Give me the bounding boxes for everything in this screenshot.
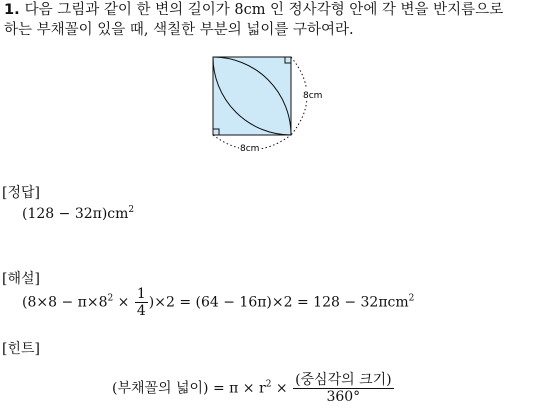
side-length-label: 8cm (303, 91, 323, 101)
answer-exponent: 2 (128, 205, 135, 215)
answer-header: [정답] (2, 185, 40, 201)
bottom-length-label: 8cm (240, 144, 260, 152)
quarter-fraction (135, 286, 148, 319)
angle-numerator: (중심각의 크기) (295, 372, 392, 388)
shaded-square (213, 57, 291, 135)
solution-expression (22, 286, 414, 319)
solution-exponent: 2 (408, 293, 415, 304)
problem-number: 1. (4, 2, 20, 18)
solution-header: [해설] (2, 271, 40, 287)
problem-text-line-2: 하는 부채꼴이 있을 때, 색칠한 부분의 넓이를 구하여라. (4, 22, 354, 38)
solution-square-exponent: 2 (107, 293, 114, 304)
problem-text-line-1: 다음 그림과 같이 한 변의 길이가 8cm 인 정사각형 안에 각 변을 반지름으로 (24, 2, 504, 18)
hint-times: × (271, 380, 293, 397)
hint-lhs: (부채꼴의 넓이) = π × r (112, 380, 266, 397)
square-sector-figure (205, 52, 330, 152)
answer-value: (128 − 32π)cm (22, 206, 129, 222)
answer-expression (22, 206, 134, 222)
hint-formula (112, 372, 395, 405)
solution-times: × (113, 294, 134, 311)
hint-header: [힌트] (2, 341, 40, 357)
solution-part-2: )×2 = (64 − 16π)×2 = 128 − 32πcm (148, 294, 409, 311)
problem-line-1 (4, 0, 503, 20)
hint-r-exponent: 2 (265, 379, 272, 390)
quarter-denominator: 4 (136, 303, 146, 319)
solution-part-1: (8×8 − π×8 (22, 294, 108, 311)
angle-denominator: 360° (326, 389, 361, 405)
angle-fraction (293, 372, 394, 405)
quarter-numerator: 1 (136, 286, 146, 302)
